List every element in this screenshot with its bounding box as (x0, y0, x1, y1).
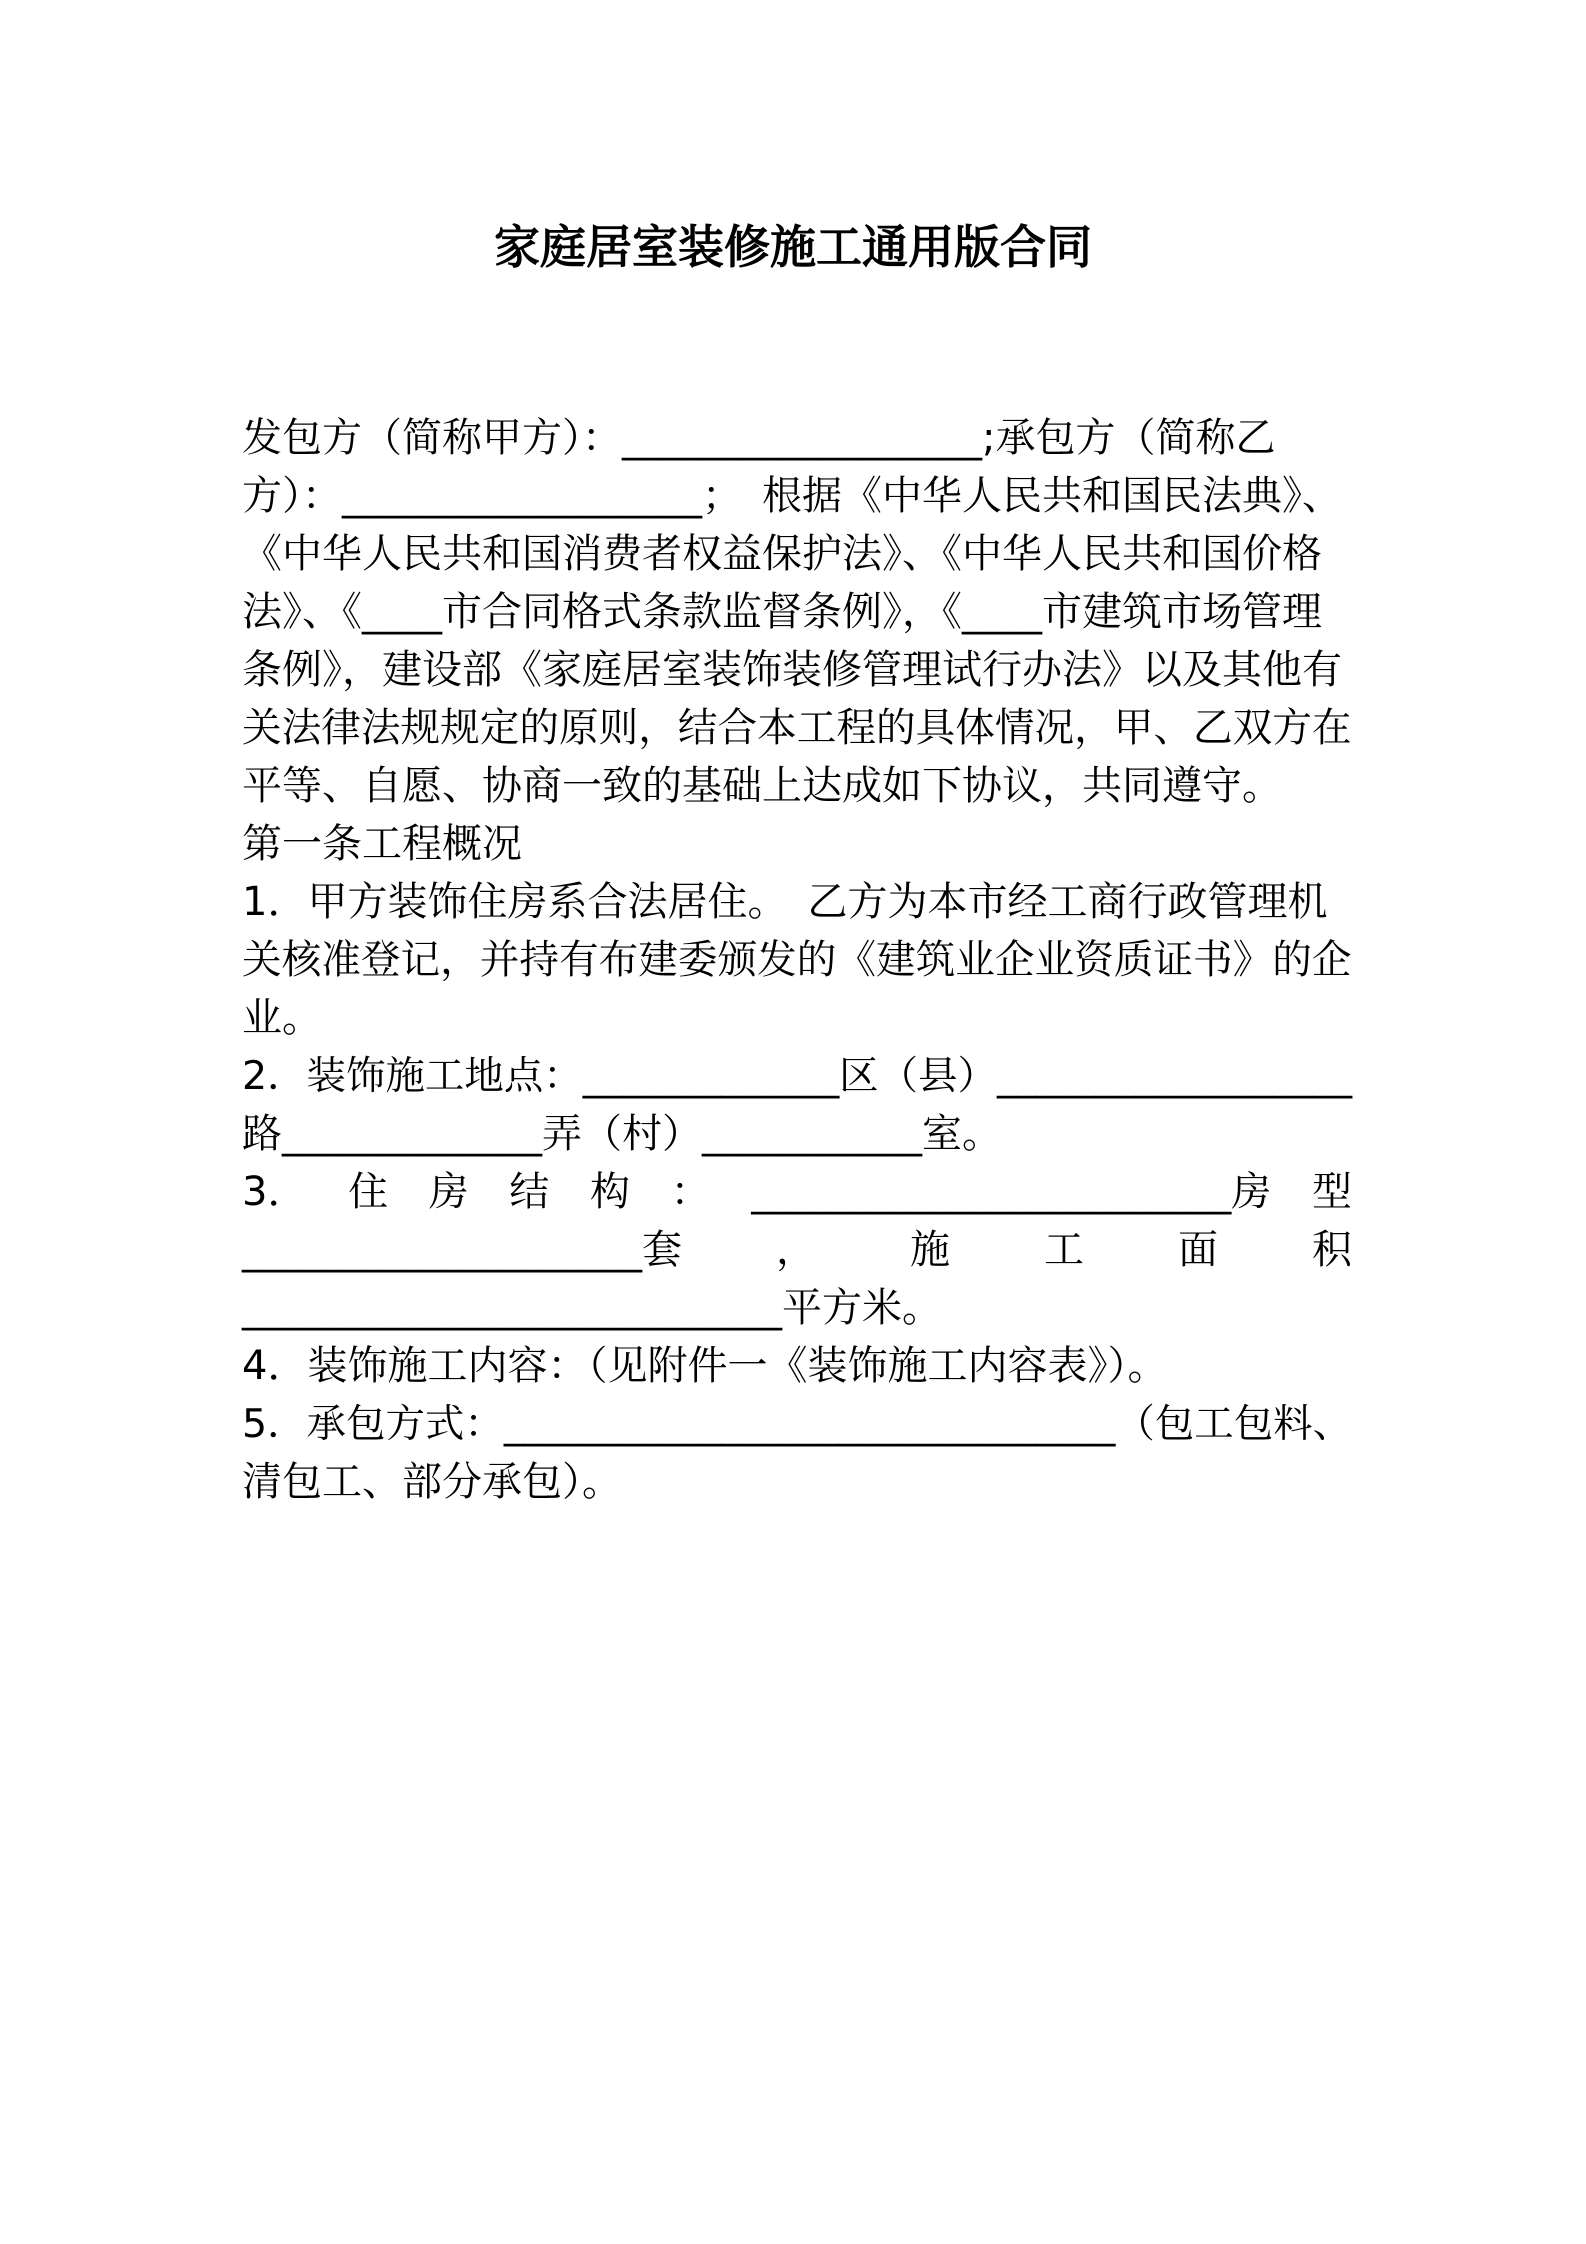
paragraph-line: 法》、《____市合同格式条款监督条例》，《____市建筑市场管理 (242, 589, 1322, 635)
clause-item-3-line3: ___________________________平方米。 (242, 1285, 942, 1331)
document-title: 家庭居室装修施工通用版合同 (494, 220, 1092, 274)
item-3-part: 施 (910, 1227, 950, 1273)
clause-item-2-cont: 路_____________弄（村）___________室。 (242, 1111, 1002, 1157)
paragraph-line: 发包方（简称甲方）：__________________;承包方（简称乙 (242, 415, 1276, 461)
item-3-part: 结 (509, 1169, 550, 1215)
paragraph-line: 《中华人民共和国消费者权益保护法》、《中华人民共和国价格 (242, 531, 1322, 577)
item-3-part: ____________________套 (242, 1227, 682, 1273)
clause-item-1-cont: 业。 (242, 995, 322, 1041)
paragraph-line: 条例》，建设部《家庭居室装饰装修管理试行办法》以及其他有 (242, 647, 1342, 693)
item-3-part: 住 (348, 1169, 389, 1215)
item-3-part: 房 (428, 1169, 469, 1215)
clause-item-5: 5．承包方式：_______________________________（包工包料、 (242, 1401, 1353, 1447)
clause-item-4: 4．装饰施工内容：（见附件一《装饰施工内容表》）。 (242, 1343, 1168, 1389)
paragraph-line: 方）：__________________； 根据《中华人民共和国民法典》、 (242, 473, 1342, 519)
item-3-part: ， (776, 1227, 816, 1273)
clause-item-1-cont: 关核准登记，并持有布建委颁发的《建筑业企业资质证书》的企 (242, 937, 1352, 983)
paragraph-line: 关法律法规规定的原则，结合本工程的具体情况，甲、乙双方在 (242, 705, 1352, 751)
clause-item-2: 2．装饰施工地点：_____________区（县）__________________ (242, 1053, 1353, 1099)
clause-item-1: 1．甲方装饰住房系合法居住。 乙方为本市经工商行政管理机 (242, 879, 1328, 925)
item-3-part: 积 (1312, 1227, 1352, 1273)
section-heading: 第一条工程概况 (242, 821, 522, 867)
item-3-part: ________________________房 (751, 1169, 1272, 1215)
item-3-part: 面 (1178, 1227, 1218, 1273)
item-3-part: 工 (1044, 1227, 1084, 1273)
paragraph-line: 平等、自愿、协商一致的基础上达成如下协议，共同遵守。 (242, 763, 1282, 809)
item-3-part: 3． (242, 1169, 308, 1215)
item-3-part: ： (670, 1169, 711, 1215)
clause-item-5-cont: 清包工、部分承包）。 (242, 1459, 622, 1505)
item-3-part: 构 (590, 1169, 631, 1215)
item-3-part: 型 (1311, 1169, 1352, 1215)
